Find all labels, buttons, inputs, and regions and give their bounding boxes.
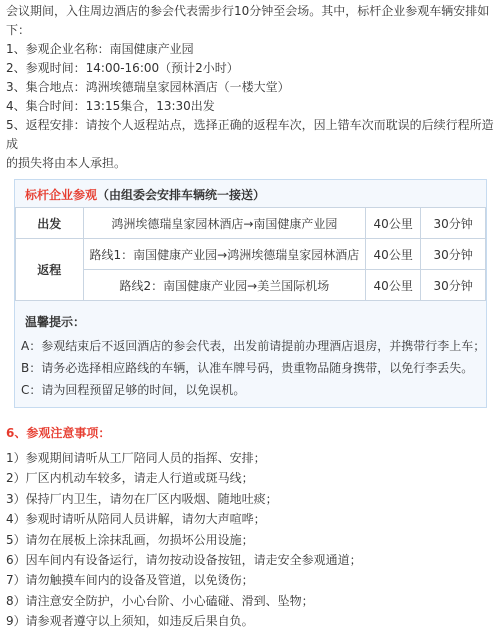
tip-item: C：请为回程预留足够的时间，以免误机。 [21,383,246,397]
table-row [16,239,486,270]
list-item: 4）参观时请听从陪同人员讲解，请勿大声喧哗； [6,512,266,527]
intro-line: 5、返程安排：请按个人返程站点，选择正确的返程车次，因上错车次而耽误的后续行程所造成 [6,118,494,151]
return-duration-2: 30分钟 [421,270,486,301]
visit-info-box [14,179,487,408]
route-table [15,207,486,301]
list-item: 2）厂区内机动车较多，请走人行道或斑马线； [6,471,254,486]
intro-line: 2、参观时间：14:00-16:00（预计2小时） [6,61,239,75]
box-title-note: （由组委会安排车辆统一接送） [97,188,266,202]
tip-item: B：请务必选择相应路线的车辆，认准车牌号码，贵重物品随身携带，以免行李丢失。 [21,361,474,375]
table-row [16,208,486,239]
intro-line: 4、集合时间：13:15集合，13:30出发 [6,99,215,113]
intro-line: 1、参观企业名称：南国健康产业园 [6,42,194,56]
intro-line: 的损失将由本人承担。 [6,156,127,170]
return-route-1: 路线1：南国健康产业园→鸿洲埃德瑞皇家园林酒店 [83,239,366,270]
box-title [25,186,265,203]
tip-item: A：参观结束后不返回酒店的参会代表，出发前请提前办理酒店退房，并携带行李上车； [21,339,486,353]
tips-list [21,335,485,401]
return-distance-2: 40公里 [366,270,421,301]
list-item: 1）参观期间请听从工厂陪同人员的指挥、安排； [6,451,266,465]
box-title-highlight: 标杆企业参观 [25,188,98,202]
return-duration-1: 30分钟 [421,239,486,270]
depart-route: 鸿洲埃德瑞皇家园林酒店→南国健康产业园 [83,208,366,239]
notes-list [6,448,362,632]
return-label: 返程 [16,239,84,301]
table-row [16,270,486,301]
list-item: 3）保持厂内卫生，请勿在厂区内吸烟、随地吐痰； [6,491,278,506]
depart-duration: 30分钟 [421,208,486,239]
return-route-2: 路线2：南国健康产业园→美兰国际机场 [83,270,366,301]
depart-distance: 40公里 [366,208,421,239]
intro-text [6,2,496,173]
return-distance-1: 40公里 [366,239,421,270]
list-item: 5）请勿在展板上涂抹乱画，勿损坏公用设施； [6,532,254,547]
depart-label: 出发 [16,208,84,239]
list-item: 8）请注意安全防护，小心台阶、小心磕碰、滑到、坠物； [6,593,314,608]
tips-title: 温馨提示： [25,315,86,329]
list-item: 9）请参观者遵守以上须知，如违反后果自负。 [6,614,254,629]
list-item: 7）请勿触摸车间内的设备及管道，以免烫伤； [6,573,254,588]
list-item: 6）因车间内有设备运行，请勿按动设备按钮，请走安全参观通道； [6,553,362,568]
intro-line: 3、集合地点：鸿洲埃德瑞皇家园林酒店（一楼大堂） [6,80,290,94]
section-title: 6、参观注意事项： [6,426,111,440]
intro-line: 会议期间，入住周边酒店的参会代表需步行10分钟至会场。其中，标杆企业参观车辆安排如下： [6,4,490,37]
